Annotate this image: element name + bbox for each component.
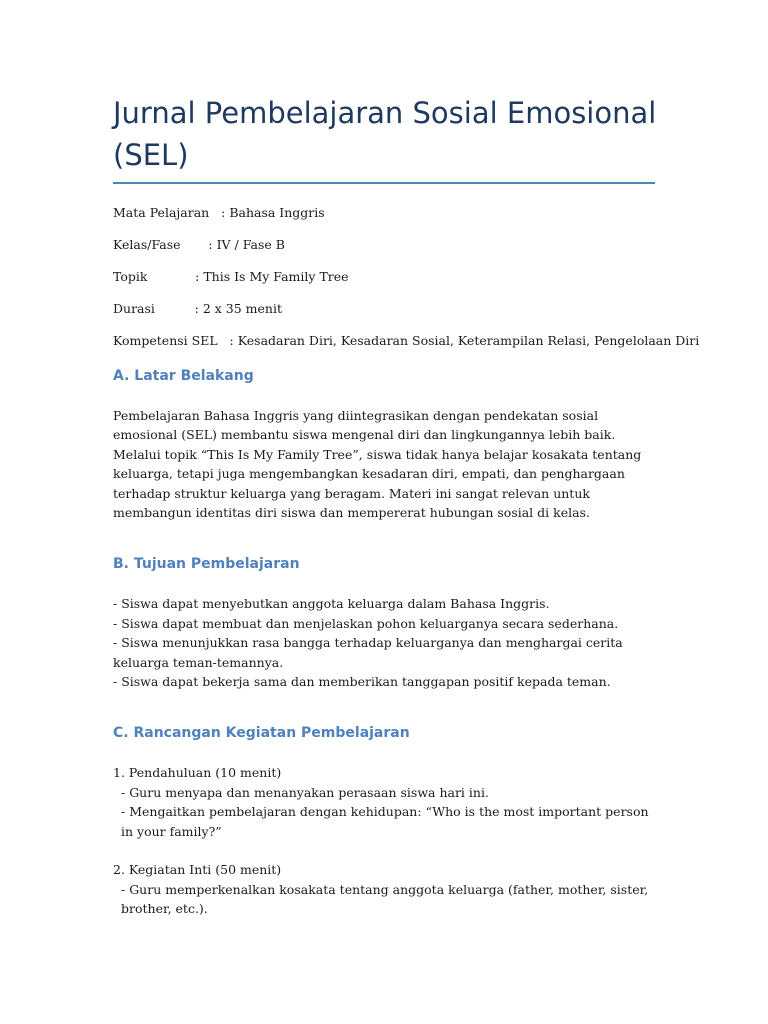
title-divider	[113, 182, 655, 184]
stage-2	[113, 860, 658, 918]
meta-subject: Mata Pelajaran : Bahasa Inggris	[113, 205, 325, 220]
meta-class: Kelas/Fase : IV / Fase B	[113, 237, 285, 252]
section-b-heading: B. Tujuan Pembelajaran	[113, 556, 300, 573]
stage-item: - Mengaitkan pembelajaran dengan kehidupan: “Who is the most important person in your family?”	[121, 804, 649, 839]
section-a-body: Pembelajaran Bahasa Inggris yang diintegrasikan dengan pendekatan sosial emosional (SEL) membantu siswa mengenal diri dan lingkungannya lebih baik. Melalui topik “This Is My Family Tree”, siswa tidak hanya belajar kosakata tentang keluarga, tetapi juga mengembangkan kesadaran diri, empati, dan penghargaan terhadap struktur keluarga yang beragam. Materi ini sangat relevan untuk membangun identitas diri siswa dan mempererat hubungan sosial di kelas.	[113, 408, 642, 521]
section-a-heading: A. Latar Belakang	[113, 368, 254, 384]
stage-title: 2. Kegiatan Inti (50 menit)	[113, 862, 282, 878]
stage-item: - Guru menyapa dan menanyakan perasaan siswa hari ini.	[121, 784, 489, 800]
goals-list	[113, 594, 658, 691]
meta-info	[113, 205, 700, 348]
goal-item: - Siswa menunjukkan rasa bangga terhadap keluarganya dan menghargai cerita keluarga teman-temannya.	[113, 635, 623, 670]
document-content	[113, 92, 700, 918]
stage-title: 1. Pendahuluan (10 menit)	[113, 765, 282, 781]
meta-competency: Kompetensi SEL : Kesadaran Diri, Kesadaran Sosial, Keterampilan Relasi, Pengelolaan Diri	[113, 333, 700, 348]
section-c-heading: C. Rancangan Kegiatan Pembelajaran	[113, 725, 410, 742]
stage-1	[113, 763, 658, 841]
page-title: Jurnal Pembelajaran Sosial Emosional (SEL)	[113, 96, 657, 172]
goal-item: - Siswa dapat menyebutkan anggota keluarga dalam Bahasa Inggris.	[113, 596, 550, 612]
goal-item: - Siswa dapat bekerja sama dan memberikan tanggapan positif kepada teman.	[113, 674, 611, 690]
goal-item: - Siswa dapat membuat dan menjelaskan pohon keluarganya secara sederhana.	[113, 615, 619, 631]
stage-item: - Guru memperkenalkan kosakata tentang anggota keluarga (father, mother, sister, brother, etc.).	[121, 881, 649, 916]
meta-duration: Durasi : 2 x 35 menit	[113, 301, 282, 316]
meta-topic: Topik : This Is My Family Tree	[113, 269, 349, 284]
